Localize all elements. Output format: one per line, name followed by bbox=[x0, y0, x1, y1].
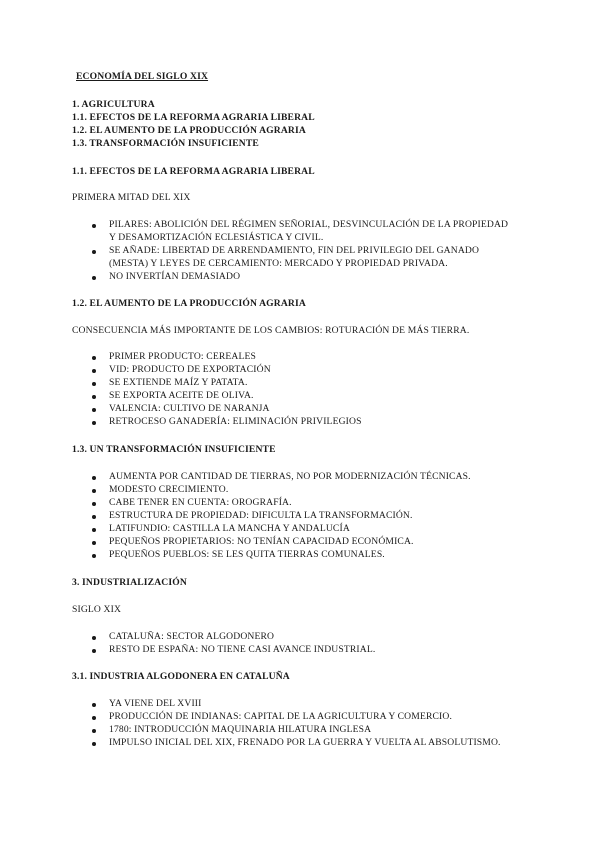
list-item: PRODUCCIÓN DE INDIANAS: CAPITAL DE LA AGRICULTURA Y COMERCIO. bbox=[109, 711, 453, 722]
toc-item: 1.3. TRANSFORMACIÓN INSUFICIENTE bbox=[72, 138, 259, 149]
toc-item: 1.2. EL AUMENTO DE LA PRODUCCIÓN AGRARIA bbox=[72, 125, 306, 136]
section-heading: 3.1. INDUSTRIA ALGODONERA EN CATALUÑA bbox=[72, 671, 290, 682]
section-intro: SIGLO XIX bbox=[72, 604, 122, 615]
bullet-icon bbox=[92, 476, 96, 480]
list-item: PEQUEÑOS PROPIETARIOS: NO TENÍAN CAPACIDAD ECONÓMICA. bbox=[109, 536, 414, 547]
bullet-icon bbox=[92, 395, 96, 399]
list-item: SE EXPORTA ACEITE DE OLIVA. bbox=[109, 390, 254, 401]
bullet-icon bbox=[92, 716, 96, 720]
list-item: CATALUÑA: SECTOR ALGODONERO bbox=[109, 631, 275, 642]
bullet-icon bbox=[92, 276, 96, 280]
list-item: VALENCIA: CULTIVO DE NARANJA bbox=[109, 403, 270, 414]
bullet-icon bbox=[92, 703, 96, 707]
section-heading: 1.2. EL AUMENTO DE LA PRODUCCIÓN AGRARIA bbox=[72, 298, 306, 309]
bullet-icon bbox=[92, 224, 96, 228]
bullet-icon bbox=[92, 502, 96, 506]
document-title: ECONOMÍA DEL SIGLO XIX bbox=[76, 71, 209, 82]
bullet-icon bbox=[92, 649, 96, 653]
list-item: RESTO DE ESPAÑA: NO TIENE CASI AVANCE INDUSTRIAL. bbox=[109, 644, 376, 655]
list-item: PILARES: ABOLICIÓN DEL RÉGIMEN SEÑORIAL, DESVINCULACIÓN DE LA PROPIEDAD bbox=[109, 219, 509, 230]
list-item: LATIFUNDIO: CASTILLA LA MANCHA Y ANDALUCÍA bbox=[109, 523, 350, 534]
bullet-icon bbox=[92, 528, 96, 532]
bullet-icon bbox=[92, 382, 96, 386]
list-item: ESTRUCTURA DE PROPIEDAD: DIFICULTA LA TRANSFORMACIÓN. bbox=[109, 510, 413, 521]
section-heading: 3. INDUSTRIALIZACIÓN bbox=[72, 577, 187, 588]
list-item: CABE TENER EN CUENTA: OROGRAFÍA. bbox=[109, 497, 292, 508]
section-heading: 1.3. UN TRANSFORMACIÓN INSUFICIENTE bbox=[72, 444, 276, 455]
section-heading: 1.1. EFECTOS DE LA REFORMA AGRARIA LIBERAL bbox=[72, 166, 315, 177]
bullet-icon bbox=[92, 729, 96, 733]
list-item: YA VIENE DEL XVIII bbox=[109, 698, 202, 709]
list-item-continuation: Y DESAMORTIZACIÓN ECLESIÁSTICA Y CIVIL. bbox=[109, 232, 324, 243]
section-intro: PRIMERA MITAD DEL XIX bbox=[72, 192, 191, 203]
section-intro: CONSECUENCIA MÁS IMPORTANTE DE LOS CAMBIOS: ROTURACIÓN DE MÁS TIERRA. bbox=[72, 325, 470, 336]
list-item: SE AÑADE: LIBERTAD DE ARRENDAMIENTO, FIN DEL PRIVILEGIO DEL GANADO bbox=[109, 245, 480, 256]
bullet-icon bbox=[92, 636, 96, 640]
list-item: MODESTO CRECIMIENTO. bbox=[109, 484, 229, 495]
toc-item: 1. AGRICULTURA bbox=[72, 99, 155, 110]
bullet-icon bbox=[92, 408, 96, 412]
list-item-continuation: (MESTA) Y LEYES DE CERCAMIENTO: MERCADO Y PROPIEDAD PRIVADA. bbox=[109, 258, 448, 269]
list-item: 1780: INTRODUCCIÓN MAQUINARIA HILATURA INGLESA bbox=[109, 724, 372, 735]
list-item: IMPULSO INICIAL DEL XIX, FRENADO POR LA GUERRA Y VUELTA AL ABSOLUTISMO. bbox=[109, 737, 501, 748]
bullet-icon bbox=[92, 369, 96, 373]
list-item: NO INVERTÍAN DEMASIADO bbox=[109, 271, 241, 282]
list-item: VID: PRODUCTO DE EXPORTACIÓN bbox=[109, 364, 271, 375]
list-item: PEQUEÑOS PUEBLOS: SE LES QUITA TIERRAS COMUNALES. bbox=[109, 549, 385, 560]
bullet-icon bbox=[92, 742, 96, 746]
list-item: SE EXTIENDE MAÍZ Y PATATA. bbox=[109, 377, 248, 388]
toc-item: 1.1. EFECTOS DE LA REFORMA AGRARIA LIBERAL bbox=[72, 112, 315, 123]
bullet-icon bbox=[92, 356, 96, 360]
bullet-icon bbox=[92, 541, 96, 545]
bullet-icon bbox=[92, 554, 96, 558]
list-item: AUMENTA POR CANTIDAD DE TIERRAS, NO POR MODERNIZACIÓN TÉCNICAS. bbox=[109, 471, 471, 482]
list-item: RETROCESO GANADERÍA: ELIMINACIÓN PRIVILEGIOS bbox=[109, 416, 362, 427]
bullet-icon bbox=[92, 421, 96, 425]
bullet-icon bbox=[92, 489, 96, 493]
bullet-icon bbox=[92, 515, 96, 519]
list-item: PRIMER PRODUCTO: CEREALES bbox=[109, 351, 256, 362]
bullet-icon bbox=[92, 250, 96, 254]
